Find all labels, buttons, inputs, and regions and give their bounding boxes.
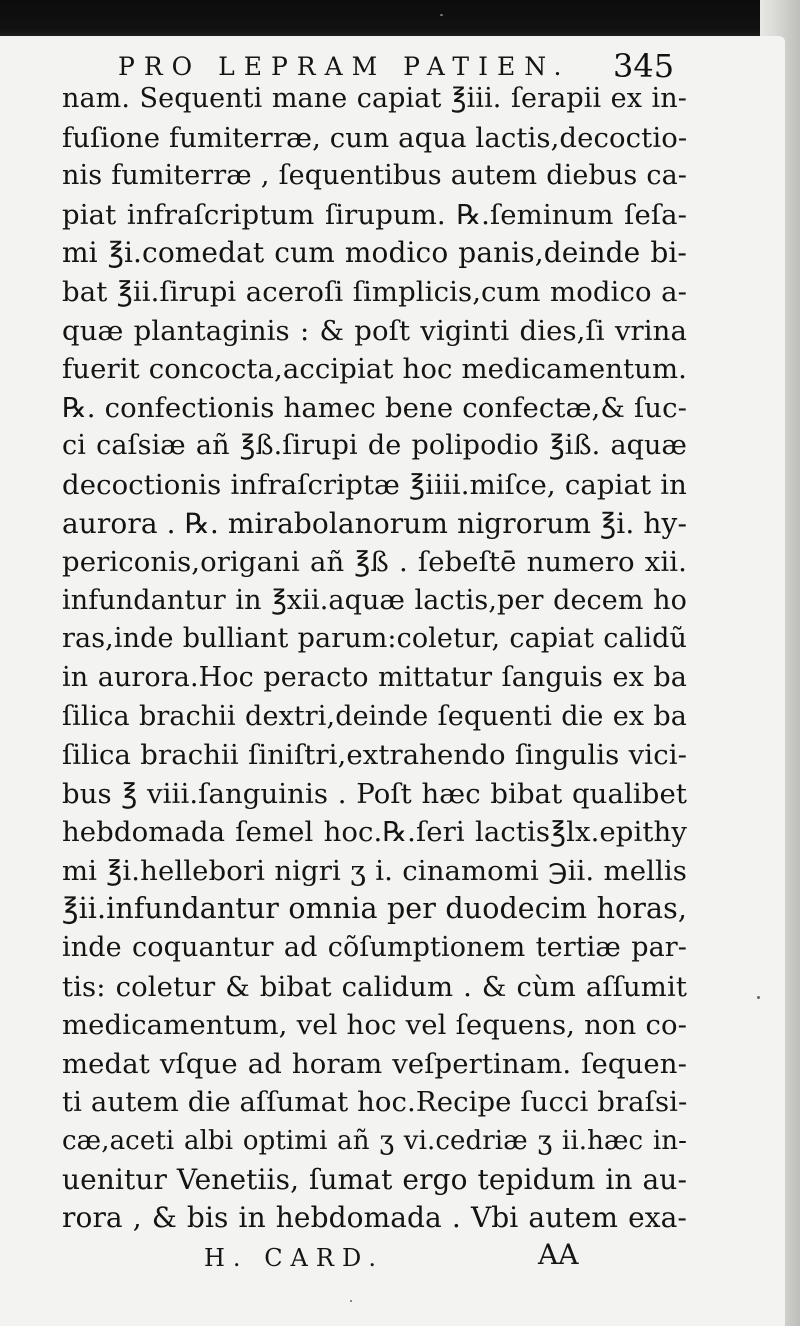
text-line: medat vſque ad horam veſpertinam. ſequen- — [62, 1047, 687, 1080]
text-line: uenitur Venetiis, ſumat ergo tepidum in au- — [62, 1162, 687, 1196]
text-line: ſilica brachii dextri,deinde ſequenti die ex ba — [62, 700, 687, 732]
text-line: ti autem die aſſumat hoc.Recipe ſucci braſsi- — [62, 1086, 688, 1119]
text-line: fuſione fumiterræ, cum aqua lactis,decoctio- — [62, 121, 688, 154]
page-footer — [0, 1238, 800, 1278]
catchword: AA — [538, 1238, 579, 1271]
text-line: quæ plantaginis : & poſt viginti dies,ſi vrina — [62, 314, 687, 347]
text-line: mi ℥i.hellebori nigri ʒ i. cinamomi ℈ii. mellis — [62, 854, 687, 887]
text-line: ci caſsiæ añ ℥ß.ſirupi de polipodio ℥iß. aquæ — [62, 430, 687, 462]
text-line: periconis,origani añ ℥ß . ſebeſtē numero xii. — [62, 546, 687, 579]
running-title: PRO LEPRAM PATIEN. — [118, 52, 571, 81]
page-number: 345 — [613, 47, 675, 85]
text-line: ℞. confectionis hamec bene confectæ,& ſuc- — [62, 391, 687, 424]
scan-speck — [440, 14, 443, 16]
text-line: medicamentum, vel hoc vel ſequens, non co- — [62, 1009, 687, 1042]
text-line: infundantur in ℥xii.aquæ lactis,per decem ho — [62, 584, 687, 616]
text-line: nam. Sequenti mane capiat ℥iii. ſerapii ex in- — [62, 83, 687, 114]
signature-mark: H. CARD. — [204, 1244, 384, 1272]
text-line: ſilica brachii ſiniſtri,extrahendo ſingulis vici- — [62, 739, 687, 772]
body-text — [62, 80, 687, 1238]
text-line: inde coquantur ad cõſumptionem tertiæ par- — [62, 932, 687, 964]
text-line: bat ℥ii.ſirupi aceroſi ſimplicis,cum modico a- — [62, 275, 687, 308]
scan-speck — [757, 996, 760, 999]
text-line: ℥ii.infundantur omnia per duodecim horas, — [62, 892, 687, 926]
scan-speck — [350, 1300, 352, 1302]
text-line: tis: coletur & bibat calidum . & cùm aſſumit — [62, 970, 687, 1003]
text-line: rora , & bis in hebdomada . Vbi autem exa- — [62, 1201, 687, 1235]
text-line: nis fumiterræ , ſequentibus autem diebus ca- — [62, 160, 687, 192]
text-line: bus ℥ viii.ſanguinis . Poſt hæc bibat qualibet — [62, 777, 687, 810]
text-line: ras,inde bulliant parum:coletur, capiat calidũ — [62, 623, 687, 655]
text-line: decoctionis infraſcriptæ ℥iiii.miſce, capiat in — [62, 468, 687, 501]
text-line: aurora . ℞. mirabolanorum nigrorum ℥i. hy- — [62, 506, 687, 540]
text-line: mi ℥i.comedat cum modico panis,deinde bi- — [62, 236, 687, 270]
text-line: hebdomada ſemel hoc.℞.ſeri lactis℥lx.epithy — [62, 816, 687, 849]
text-line: cæ,aceti albi optimi añ ʒ vi.cedriæ ʒ ii.hæc in- — [62, 1126, 687, 1157]
text-line: in aurora.Hoc peracto mittatur ſanguis ex ba — [62, 661, 687, 693]
text-line: fuerit concocta,accipiat hoc medicamentum. — [62, 353, 687, 386]
text-line: piat infraſcriptum ſirupum. ℞.ſeminum ſeſa- — [62, 198, 687, 231]
